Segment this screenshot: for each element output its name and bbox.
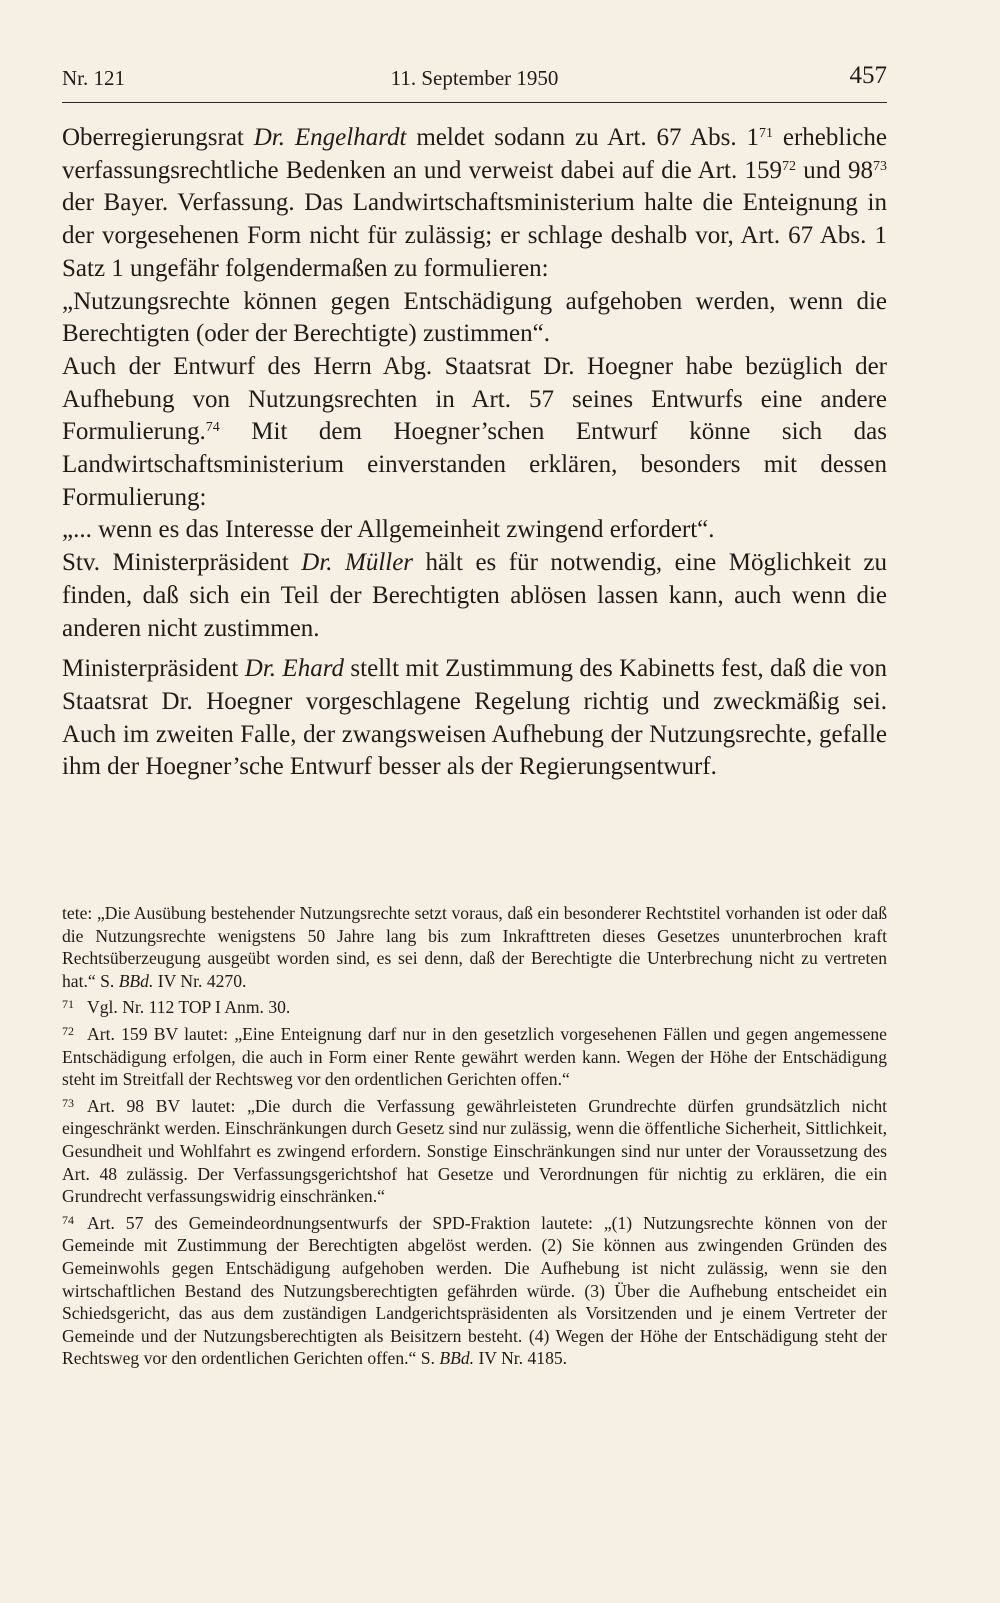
footnote-ref-71: 71 <box>758 126 773 141</box>
footnote-number: 71 <box>62 997 74 1012</box>
speaker-name: Dr. Müller <box>301 549 414 577</box>
footnote-73: 73 Art. 98 BV lautet: „Die durch die Verfassung gewährleisteten Grundrechte dürfen grundsätzlich nicht eingeschränkt werden. Einschränkungen durch Gesetz sind nur zulässig, wenn die öffentliche Sicherheit, Sittlichkeit, Gesundheit und Wohlfahrt es zwingend erfordern. Sonstige Einschränkungen sind nur unter der Voraussetzung des Art. 48 zulässig. Der Verfassungsgerichtshof hat Gesetze und Verordnungen für nichtig zu erklären, die ein Grundrecht verfassungswidrig einschränken.“ <box>62 1095 887 1208</box>
footnote-number: 74 <box>62 1212 74 1227</box>
footnote-71: 71 Vgl. Nr. 112 TOP I Anm. 30. <box>62 996 887 1019</box>
main-text <box>62 122 887 784</box>
speaker-name: Dr. Ehard <box>244 655 345 683</box>
quote-allgemeinheit: „... wenn es das Interesse der Allgemeinheit zwingend erfordert“. <box>62 516 715 544</box>
footnote-74: 74 Art. 57 des Gemeindeordnungsentwurfs der SPD-Fraktion lautete: „(1) Nutzungsrechte können von der Gemeinde mit Zustimmung der Berechtigten abgelöst werden. (2) Sie können aus zwingenden Gründen des Gemeinwohls gegen Entschädigung aufgehoben werden. Die Aufhebung ist nicht zulässig, wenn sie den wirtschaftlichen Bestand des Nutzungsberechtigten gefährden würde. (3) Über die Aufhebung entscheidet ein Schiedsgericht, das aus dem zuständigen Landgerichtspräsidenten als Vorsitzenden und je einem Vertreter der Gemeinde und der Nutzungsberechtigten als Beisitzern besteht. (4) Wegen der Höhe der Entschädigung steht der Rechtsweg vor den ordentlichen Gerichten offen.“ S. BBd. IV Nr. 4185. <box>62 1212 887 1370</box>
speaker-name: Dr. Engelhardt <box>253 124 407 151</box>
footnote-ref-74: 74 <box>205 420 220 436</box>
page-number: 457 <box>849 62 887 89</box>
running-header <box>62 62 887 103</box>
footnote-ref-72: 72 <box>781 158 796 174</box>
document-date: 11. September 1950 <box>390 66 559 90</box>
footnote-ref-73: 73 <box>873 158 887 174</box>
footnote-72: 72 Art. 159 BV lautet: „Eine Enteignung darf nur in den gesetzlich vorgesehenen Fällen und gegen angemessene Entschädigung erfolgen, die auch in Form einer Rente gewährt werden kann. Wegen der Höhe der Entschädigung steht im Streitfall der Rechtsweg vor den ordentlichen Gerichten offen.“ <box>62 1023 887 1091</box>
footnote-number: 72 <box>62 1023 74 1038</box>
footnotes <box>62 902 887 1370</box>
footnote-number: 73 <box>62 1095 74 1110</box>
document-number: Nr. 121 <box>62 66 125 90</box>
paragraph-ehard: Ministerpräsident Dr. Ehard stellt mit Zustimmung des Kabinetts fest, daß die von Staatsrat Dr. Hoegner vorgeschlagene Regelung richtig und zweckmäßig sei. Auch im zweiten Falle, der zwangsweisen Aufhebung der Nutzungsrechte, gefalle ihm der Hoegner’sche Entwurf besser als der Regierungsentwurf. <box>62 655 887 781</box>
paragraph-engelhardt: Oberregierungsrat Dr. Engelhardt meldet sodann zu Art. 67 Abs. $1^{71}$ erhebliche verfassungsrechtliche Bedenken an und verweist dabei auf die Art. $159^{72}$ und $98^{73}$ der Bayer. Verfassung. Das Landwirtschaftsministerium halte die Enteignung in der vorgesehenen Form nicht für zulässig; er schlage deshalb vor, Art. 67 Abs. 1 Satz 1 ungefähr folgendermaßen zu formulieren: <box>62 124 887 282</box>
paragraph-hoegner-entwurf: Auch der Entwurf des Herrn Abg. Staatsrat Dr. Hoegner habe bezüglich der Aufhebung von Nutzungsrechten in Art. 57 seines Entwurfs eine andere Formulierung.$^{74}$ Mit dem Hoegner’schen Entwurf könne sich das Landwirtschaftsministerium einverstanden erklären, besonders mit dessen Formulierung: <box>62 352 887 511</box>
paragraph-mueller: Stv. Ministerpräsident Dr. Müller hält es für notwendig, eine Möglichkeit zu finden, daß sich ein Teil der Berechtigten ablösen lassen kann, auch wenn die anderen nicht zustimmen. <box>62 549 887 642</box>
footnote-continuation: tete: „Die Ausübung bestehender Nutzungsrechte setzt voraus, daß ein besonderer Rechtstitel vorhanden ist oder daß die Nutzungsrechte wenigstens 50 Jahre lang bis zum Inkrafttreten dieses Gesetzes ununterbrochen kraft Rechtsüberzeugung ausgeübt worden sind, es sei denn, daß der Berechtigte die Unterbrechung nicht zu vertreten hat.“ S. BBd. IV Nr. 4270. <box>62 903 887 991</box>
quote-nutzungsrechte: „Nutzungsrechte können gegen Entschädigung aufgehoben werden, wenn die Berechtigten (oder der Berechtigte) zustimmen“. <box>62 287 887 348</box>
